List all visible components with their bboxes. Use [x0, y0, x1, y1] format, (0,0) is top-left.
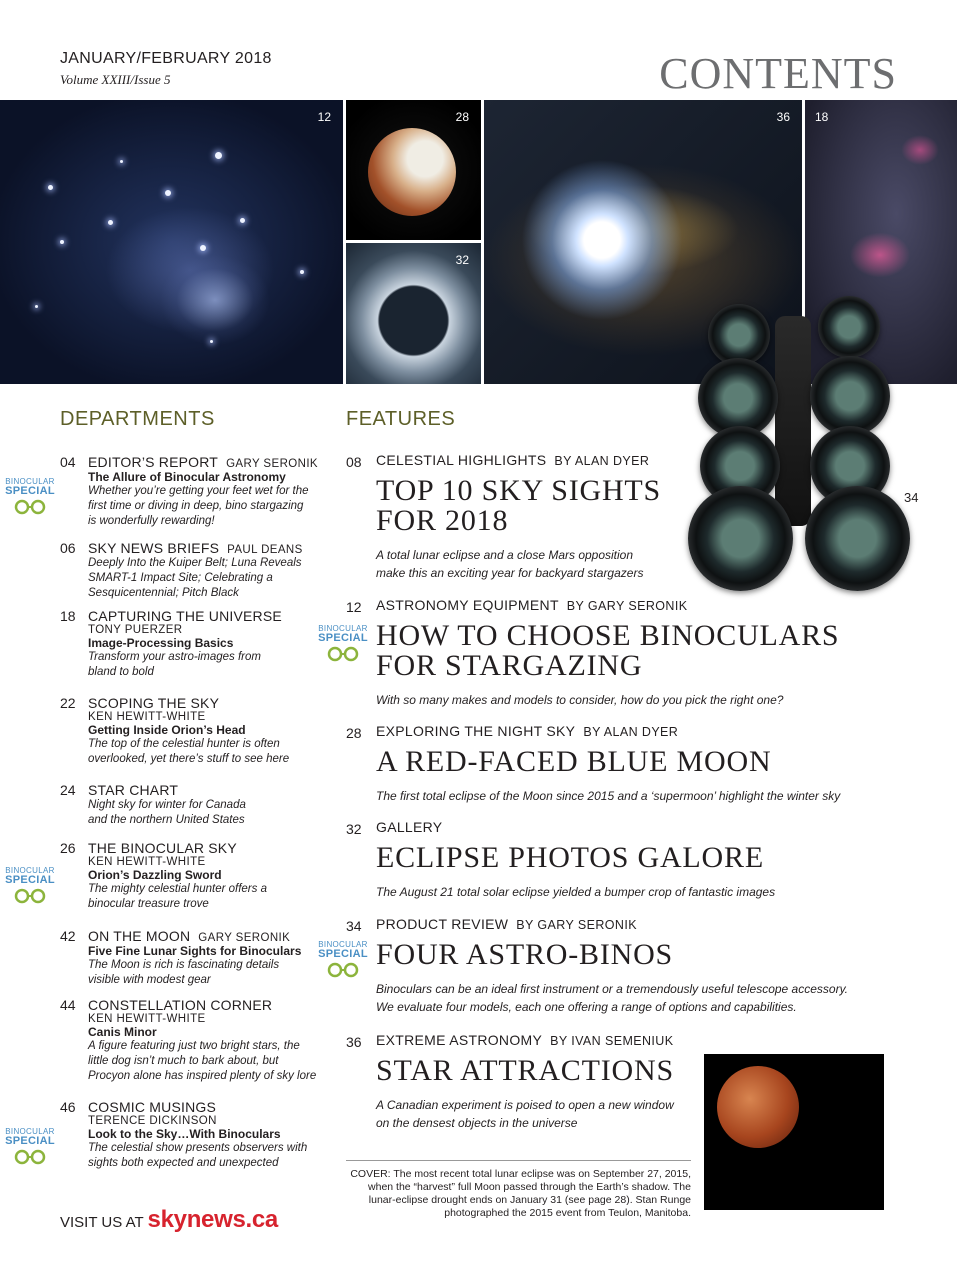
- department-title: THE BINOCULAR SKY: [88, 840, 237, 856]
- feature-description: A total lunar eclipse and a close Mars opposition make this an exciting year for backyard stargazers: [376, 548, 644, 580]
- department-item[interactable]: [60, 1099, 320, 1171]
- feature-category: ASTRONOMY EQUIPMENT: [376, 597, 559, 613]
- department-item[interactable]: [60, 540, 320, 601]
- feature-description: The August 21 total solar eclipse yielded a bumper crop of fantastic images: [376, 885, 776, 899]
- feature-title: TOP 10 SKY SIGHTS FOR 2018: [376, 474, 662, 537]
- feature-item[interactable]: [346, 723, 906, 805]
- feature-description: With so many makes and models to consider, how do you pick the right one?: [376, 693, 784, 707]
- department-author: GARY SERONIK: [198, 932, 291, 944]
- department-title: CAPTURING THE UNIVERSE: [88, 608, 282, 624]
- department-subtitle: Canis Minor: [88, 1025, 157, 1039]
- cover-caption: COVER: The most recent total lunar eclipse was on September 27, 2015, when the “harvest” full Moon passed through the Earth’s shadow. The lunar-eclipse drought ends on January 31 (see page 28). Stan Runge photographed the 2015 event from Teulon, Manitoba.: [350, 1168, 691, 1219]
- department-description: Whether you’re getting your feet wet for the first time or diving in deep, bino stargazing is wonderfully rewarding!: [88, 485, 309, 527]
- department-title: COSMIC MUSINGS: [88, 1099, 217, 1115]
- binocular-special-badge: BINOCULAR SPECIAL: [3, 1127, 57, 1165]
- department-description: A figure featuring just two bright stars, the little dog isn’t much to bark about, but Procyon alone has inspired plenty of sky lore: [88, 1040, 317, 1082]
- department-title: STAR CHART: [88, 782, 179, 798]
- department-title: CONSTELLATION CORNER: [88, 997, 273, 1013]
- departments-heading: DEPARTMENTS: [60, 408, 215, 430]
- feature-byline: BY GARY SERONIK: [516, 918, 637, 932]
- feature-description: The first total eclipse of the Moon since 2015 and a ‘supermoon’ highlight the winter sky: [376, 789, 841, 803]
- page-number: 34: [346, 918, 362, 934]
- page-number: 32: [346, 821, 362, 837]
- pleiades-photo: [0, 100, 343, 384]
- feature-item[interactable]: [346, 819, 906, 901]
- feature-byline: BY GARY SERONIK: [566, 599, 688, 613]
- page-number: 26: [60, 840, 76, 856]
- binocular-special-badge: BINOCULAR SPECIAL: [316, 624, 370, 662]
- department-subtitle: Image-Processing Basics: [88, 636, 234, 650]
- page-number: 28: [346, 725, 362, 741]
- department-author: KEN HEWITT-WHITE: [88, 711, 206, 723]
- binocular-special-badge: BINOCULAR SPECIAL: [316, 940, 370, 978]
- department-subtitle: Look to the Sky…With Binoculars: [88, 1127, 281, 1141]
- binocular-icon: [323, 962, 363, 978]
- feature-item[interactable]: [346, 597, 906, 709]
- department-title: ON THE MOON: [88, 928, 191, 944]
- department-title: SCOPING THE SKY: [88, 695, 220, 711]
- page-number: 42: [60, 928, 76, 944]
- department-item[interactable]: [60, 695, 320, 767]
- department-item[interactable]: [60, 928, 320, 988]
- features-heading: FEATURES: [346, 408, 456, 430]
- feature-title: A RED-FACED BLUE MOON: [376, 745, 772, 778]
- page-number: 44: [60, 997, 76, 1013]
- department-item[interactable]: [60, 608, 320, 680]
- department-author: KEN HEWITT-WHITE: [88, 856, 206, 868]
- feature-byline: BY ALAN DYER: [554, 454, 650, 468]
- department-author: PAUL DEANS: [227, 544, 303, 556]
- solar-eclipse-photo: [346, 243, 481, 384]
- photo-page-number: 32: [455, 253, 469, 267]
- photo-page-number: 12: [317, 110, 331, 124]
- feature-title: HOW TO CHOOSE BINOCULARS FOR STARGAZING: [376, 619, 840, 682]
- department-subtitle: The Allure of Binocular Astronomy: [88, 470, 286, 484]
- page-number: 08: [346, 454, 362, 470]
- page-title: CONTENTS: [659, 49, 897, 98]
- page-number: 04: [60, 454, 76, 470]
- photo-page-number: 18: [815, 110, 829, 124]
- website-link[interactable]: skynews.ca: [147, 1206, 278, 1233]
- feature-title: ECLIPSE PHOTOS GALORE: [376, 841, 764, 874]
- department-description: Night sky for winter for Canada and the northern United States: [88, 799, 246, 826]
- department-title: SKY NEWS BRIEFS: [88, 540, 220, 556]
- binocular-icon: [10, 1149, 50, 1165]
- department-author: GARY SERONIK: [226, 458, 318, 470]
- feature-item[interactable]: [346, 452, 676, 582]
- department-description: The mighty celestial hunter offers a binocular treasure trove: [88, 883, 267, 910]
- binocular-special-badge: BINOCULAR SPECIAL: [3, 866, 57, 904]
- department-subtitle: Getting Inside Orion’s Head: [88, 723, 246, 737]
- department-subtitle: Orion’s Dazzling Sword: [88, 868, 222, 882]
- department-author: TERENCE DICKINSON: [88, 1115, 217, 1127]
- eclipsed-moon: [368, 128, 456, 216]
- feature-item[interactable]: [346, 1032, 696, 1132]
- visit-label: VISIT US AT: [60, 1214, 144, 1231]
- binocular-icon: [323, 646, 363, 662]
- department-item[interactable]: [60, 840, 320, 912]
- divider: [346, 1160, 691, 1161]
- feature-category: PRODUCT REVIEW: [376, 916, 509, 932]
- feature-category: CELESTIAL HIGHLIGHTS: [376, 452, 547, 468]
- feature-category: EXTREME ASTRONOMY: [376, 1032, 543, 1048]
- lunar-eclipse-photo: [346, 100, 481, 240]
- photo-page-number: 28: [455, 110, 469, 124]
- blood-moon: [717, 1066, 799, 1148]
- department-author: KEN HEWITT-WHITE: [88, 1013, 206, 1025]
- page-number: 24: [60, 782, 76, 798]
- feature-description: Binoculars can be an ideal first instrument or a tremendously useful telescope accessory. We evaluate four models, each one offering a range of options and capabilities.: [376, 982, 849, 1014]
- binocular-special-badge: BINOCULAR SPECIAL: [3, 477, 57, 515]
- feature-byline: BY IVAN SEMENIUK: [550, 1034, 674, 1048]
- department-item[interactable]: [60, 782, 320, 828]
- department-description: The Moon is rich is fascinating details visible with modest gear: [88, 959, 280, 986]
- department-subtitle: Five Fine Lunar Sights for Binoculars: [88, 944, 302, 958]
- issue-volume: Volume XXIII/Issue 5: [60, 72, 171, 87]
- photo-page-number: 34: [904, 490, 919, 505]
- page-number: 36: [346, 1034, 362, 1050]
- feature-item[interactable]: [346, 916, 906, 1016]
- feature-title: FOUR ASTRO-BINOS: [376, 938, 674, 971]
- department-item[interactable]: [60, 454, 320, 529]
- department-description: Transform your astro-images from bland to bold: [88, 651, 261, 678]
- feature-byline: BY ALAN DYER: [583, 725, 679, 739]
- visit-footer: [60, 1206, 278, 1234]
- feature-category: GALLERY: [376, 819, 443, 835]
- page-number: 22: [60, 695, 76, 711]
- binocular-icon: [10, 888, 50, 904]
- page-number: 06: [60, 540, 76, 556]
- issue-date: JANUARY/FEBRUARY 2018: [60, 50, 272, 67]
- feature-description: A Canadian experiment is poised to open a new window on the densest objects in the universe: [376, 1098, 674, 1130]
- page-number: 12: [346, 599, 362, 615]
- department-author: TONY PUERZER: [88, 624, 183, 636]
- department-item[interactable]: [60, 997, 320, 1084]
- department-description: The celestial show presents observers with sights both expected and unexpected: [88, 1142, 308, 1169]
- binocular-icon: [10, 499, 50, 515]
- page-number: 18: [60, 608, 76, 624]
- department-title: EDITOR’S REPORT: [88, 454, 219, 470]
- department-description: The top of the celestial hunter is often overlooked, yet there’s stuff to see here: [88, 738, 290, 765]
- photo-page-number: 36: [776, 110, 790, 124]
- binoculars-photo: [680, 296, 905, 616]
- feature-title: STAR ATTRACTIONS: [376, 1054, 674, 1087]
- page-number: 46: [60, 1099, 76, 1115]
- feature-category: EXPLORING THE NIGHT SKY: [376, 723, 576, 739]
- department-description: Deeply Into the Kuiper Belt; Luna Reveals SMART-1 Impact Site; Celebrating a Sesquicentennial; Pitch Black: [88, 557, 302, 599]
